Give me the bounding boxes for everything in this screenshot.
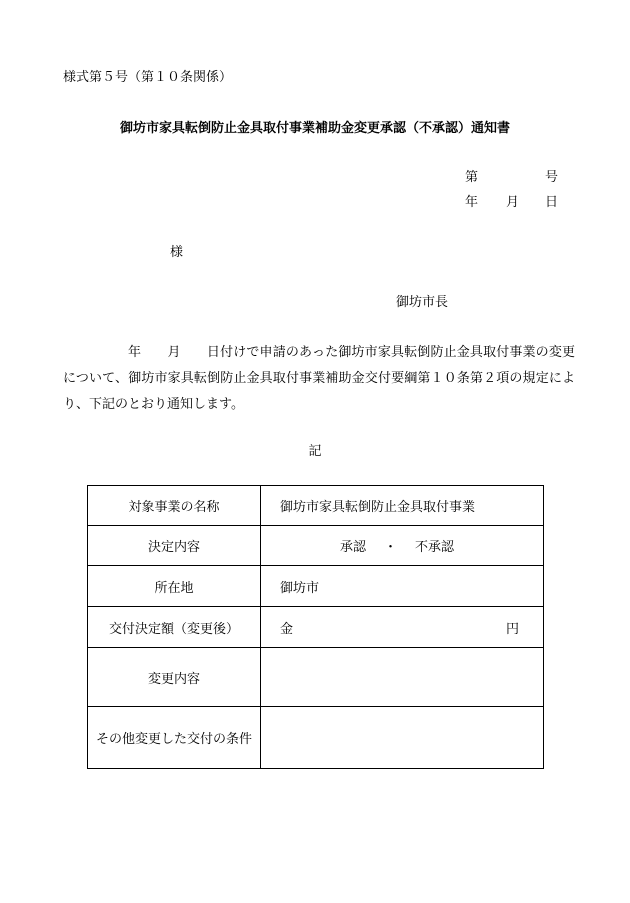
amount-label: 交付決定額（変更後）: [88, 607, 261, 648]
other-conditions-value: [261, 707, 544, 769]
table-row-amount: [88, 607, 544, 648]
decision-value: [261, 526, 544, 566]
date-year: 年: [465, 195, 479, 210]
table-row-location: [88, 566, 544, 607]
form-number: 様式第５号（第１０条関係）: [63, 70, 233, 85]
location-label: 所在地: [88, 566, 261, 607]
change-value: [261, 648, 544, 707]
date-day: 日: [545, 195, 559, 210]
amount-prefix: 金: [280, 621, 294, 637]
amount-value: [261, 607, 544, 648]
decision-label: 決定内容: [88, 526, 261, 566]
date-month: 月: [506, 195, 520, 210]
location-value: 御坊市: [261, 566, 544, 607]
other-conditions-label: その他変更した交付の条件: [88, 707, 261, 769]
number-dai: 第: [465, 170, 479, 185]
table-row-change: [88, 648, 544, 707]
project-label: 対象事業の名称: [88, 486, 261, 526]
sender-name: 御坊市長: [396, 295, 449, 310]
project-value: 御坊市家具転倒防止金具取付事業: [261, 486, 544, 526]
document-title: 御坊市家具転倒防止金具取付事業補助金変更承認（不承認）通知書: [119, 121, 510, 136]
table-row-decision: [88, 526, 544, 566]
change-label: 変更内容: [88, 648, 261, 707]
notice-body: 年 月 日付けで申請のあった御坊市家具転倒防止金具取付事業の変更について、御坊市家具転倒防止金具取付事業補助金交付要綱第１０条第２項の規定により、下記のとおり通知します。: [63, 345, 575, 412]
details-table: [87, 485, 544, 769]
decision-disapprove: 不承認: [415, 540, 455, 555]
ki-heading: 記: [308, 444, 322, 459]
amount-suffix: 円: [505, 621, 519, 637]
addressee-honorific: 様: [170, 245, 184, 260]
decision-approve: 承認: [339, 540, 366, 555]
decision-separator: ・: [383, 540, 397, 555]
table-row-other-conditions: [88, 707, 544, 769]
table-row-project: [88, 486, 544, 526]
number-go: 号: [545, 170, 559, 185]
